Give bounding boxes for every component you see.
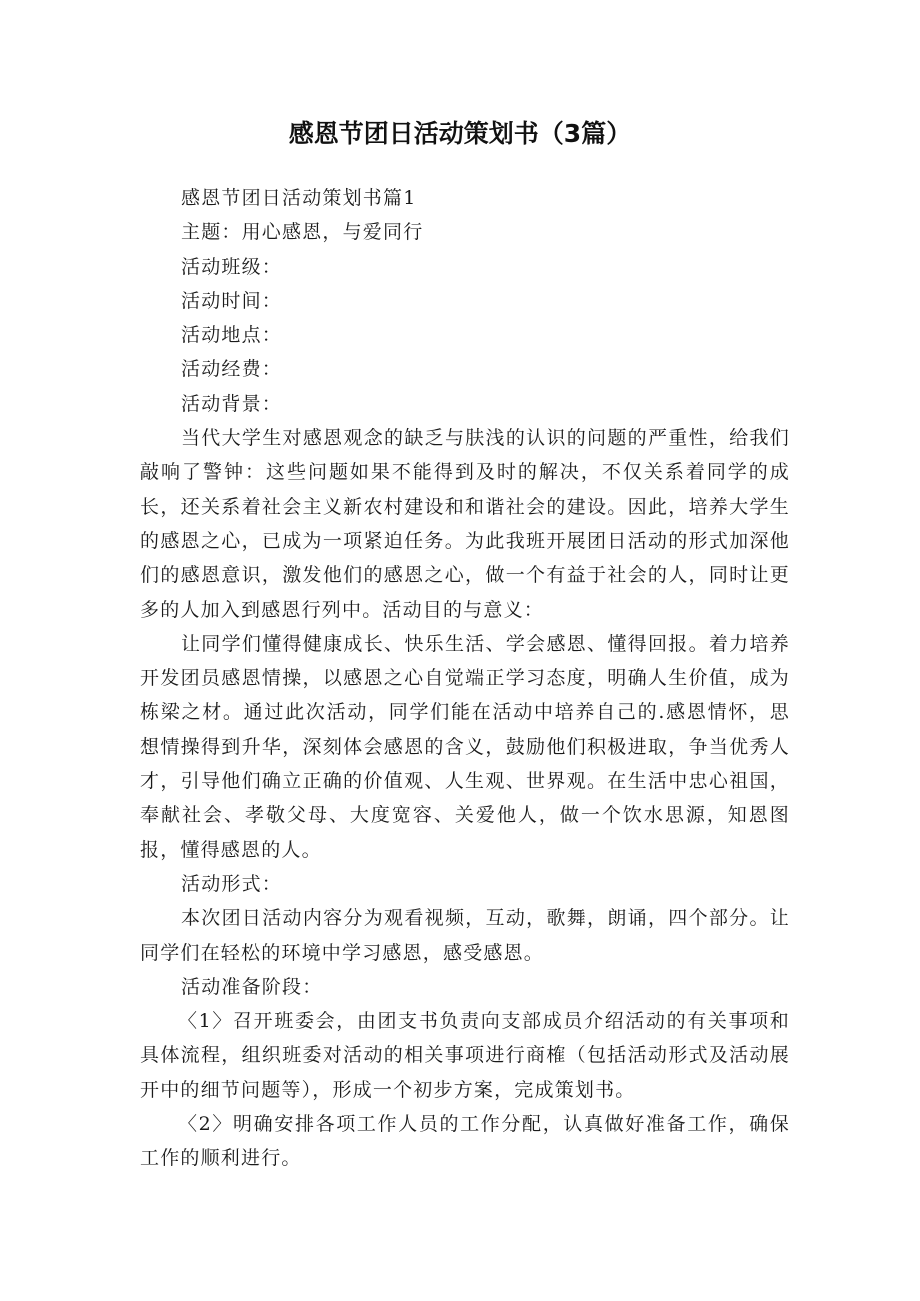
theme-line: 主题：用心感恩，与爱同行 [181, 221, 424, 244]
form-paragraph: 本次团日活动内容分为观看视频，互动，歌舞，朗诵，四个部分。让同学们在轻松的环境中学习感恩，感受感恩。 [140, 907, 790, 964]
section-heading: 感恩节团日活动策划书篇1 [181, 187, 417, 209]
field-location: 活动地点： [181, 324, 283, 347]
background-paragraph: 当代大学生对感恩观念的缺乏与肤浅的认识的问题的严重性，给我们敲响了警钟：这些问题如果不能得到及时的解决，不仅关系着同学的成长，还关系着社会主义新农村建设和和谐社会的建设。因此，培养大学生的感恩之心，已成为一项紧迫任务。为此我班开展团日活动的形式加深他们的感恩意识，激发他们的感恩之心，做一个有益于社会的人，同时让更多的人加入到感恩行列中。活动目的与意义： [140, 427, 790, 621]
prep-step-1: 〈1〉召开班委会，由团支书负责向支部成员介绍活动的有关事项和具体流程，组织班委对活动的相关事项进行商榷（包括活动形式及活动展开中的细节问题等），形成一个初步方案，完成策划书。 [140, 1010, 790, 1101]
form-label: 活动形式： [181, 872, 283, 895]
field-background: 活动背景： [181, 392, 283, 415]
field-time: 活动时间： [181, 289, 283, 312]
field-class: 活动班级： [181, 255, 283, 278]
prep-label: 活动准备阶段： [181, 975, 323, 998]
document-title: 感恩节团日活动策划书（3篇） [288, 119, 632, 148]
field-budget: 活动经费： [181, 358, 283, 381]
prep-step-2: 〈2〉明确安排各项工作人员的工作分配，认真做好准备工作，确保工作的顺利进行。 [140, 1113, 790, 1170]
purpose-paragraph: 让同学们懂得健康成长、快乐生活、学会感恩、懂得回报。着力培养开发团员感恩情操，以感恩之心自觉端正学习态度，明确人生价值，成为栋梁之材。通过此次活动，同学们能在活动中培养自己的.感恩情怀，思想情操得到升华，深刻体会感恩的含义，鼓励他们积极进取，争当优秀人才，引导他们确立正确的价值观、人生观、世界观。在生活中忠心祖国，奉献社会、孝敬父母、大度宽容、关爱他人，做一个饮水思源，知恩图报，懂得感恩的人。 [140, 632, 790, 861]
document-body [140, 181, 790, 1176]
